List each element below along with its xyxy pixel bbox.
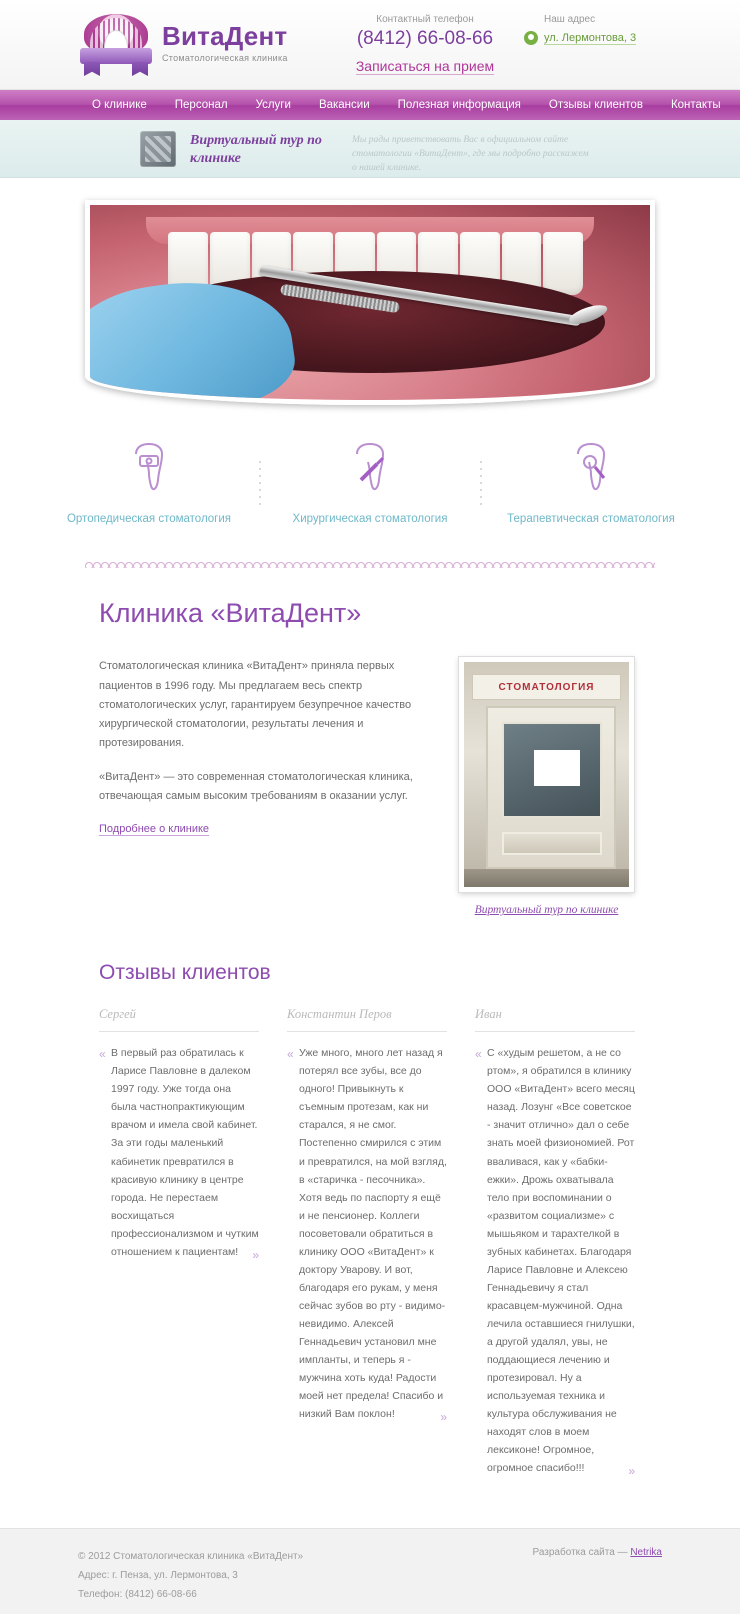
logo-subtitle: Стоматологическая клиника — [162, 53, 288, 63]
service-label[interactable]: Хирургическая стоматология — [292, 513, 448, 525]
review-author: Константин Перов — [287, 1007, 447, 1032]
divider-dots — [259, 461, 261, 507]
footer-phone: Телефон: (8412) 66-08-66 — [78, 1588, 197, 1600]
footer-info — [78, 1547, 303, 1604]
nav-item-useful-info[interactable]: Полезная информация — [397, 99, 521, 111]
virtual-tour-title[interactable]: Виртуальный тур по клинике — [190, 133, 322, 166]
tooth-probe-icon — [504, 439, 679, 497]
virtual-tour-bar[interactable] — [0, 120, 740, 178]
review-author: Сергей — [99, 1007, 259, 1032]
nav-item-about[interactable]: О клинике — [92, 99, 147, 111]
services-row — [0, 439, 740, 528]
nav-item-contacts[interactable]: Контакты — [670, 99, 721, 111]
service-label[interactable]: Терапевтическая стоматология — [507, 513, 675, 525]
clinic-photo-block — [459, 657, 634, 917]
main-content — [0, 200, 740, 1482]
footer-dev-prefix: Разработка сайта — — [532, 1546, 631, 1558]
review-text: С «худым решетом, а не со ртом», я обратился в клинику ООО «ВитаДент» всего месяц назад. Лозунг «Все советское - значит отлично» дал о себе знать моей физиономией. Рот вваливася, как у «бабки-ежки». Дрожь охватывала тело при воспоминании о «развитом социализме» с мышьяком и тарахтелкой в зубных кабинетах. Благодаря Ларисе Павловне и Алексею Геннадьевичу я стал красавцем-мужчиной. Одна лечила оставшиеся гнилушки, а другой удалял, увы, не поддающиеся лечению и протезировал. Ну а используемая техника и культура обслуживания не находят слов в моем лексиконе! Огромное, огромное спасибо!!! — [487, 1047, 635, 1475]
footer-dev-link[interactable]: Netrika — [630, 1546, 662, 1558]
virtual-tour-description: Мы рады приветствовать Вас в официальном сайте стоматологии «ВитаДент», где мы подробно расскажем о нашей клинике. — [352, 135, 589, 173]
logo[interactable] — [80, 8, 288, 78]
logo-tooth-icon — [80, 8, 152, 78]
quote-close-icon: » — [628, 1464, 635, 1479]
address-label: Наш адрес — [544, 14, 596, 25]
logo-title: ВитаДент — [162, 21, 288, 51]
tooth-crown-icon — [62, 439, 237, 497]
clinic-sign-text: СТОМАТОЛОГИЯ — [472, 674, 621, 700]
about-more-link[interactable]: Подробнее о клинике — [99, 823, 210, 835]
review-text-wrap — [99, 1044, 259, 1261]
review-text: Уже много, много лет назад я потерял все зубы, все до одного! Привыкнуть к съемным протезам, как ни старался, я не смог. Постепенно смирился с этим и превратился, на мой взгляд, в «старичка - песочника». Хотя ведь по паспорту я ещё и не пенсионер. Коллеги посоветовали обратиться в клинику ООО «ВитаДент» к доктору Уварову. И вот, благодаря его рукам, у меня сейчас зубов во рту - видимо-невидимо. Алексей Геннадьевич установил мне импланты, и теперь я - мужчина хоть куда! Радости моей нет предела! Спасибо и низкий Вам поклон! — [299, 1047, 447, 1421]
service-surgical[interactable] — [283, 439, 458, 528]
address-block — [524, 14, 636, 45]
contact-block — [330, 14, 520, 75]
contact-label: Контактный телефон — [376, 14, 474, 25]
hero-banner — [85, 200, 655, 405]
nav-item-reviews[interactable]: Отзывы клиентов — [548, 99, 643, 111]
contact-phone: (8412) 66-08-66 — [356, 28, 494, 49]
quote-close-icon: » — [440, 1410, 447, 1425]
review-author: Иван — [475, 1007, 635, 1032]
footer-address: Адрес: г. Пенза, ул. Лермонтова, 3 — [78, 1569, 238, 1581]
about-paragraph-2: «ВитаДент» — это современная стоматологическая клиника, отвечающая самым высоким требованиям в оказании услуг. — [99, 770, 413, 802]
review-item — [287, 1007, 447, 1482]
reviews-section — [85, 961, 655, 1482]
divider-dots — [480, 461, 482, 507]
review-text: В первый раз обратилась к Ларисе Павловне в далеком 1997 году. Уже тогда она была частнопрактикующим врачом и имела свой кабинет. За эти годы маленький кабинетик превратился в красивую клинику в центре города. Не перестаем восхищаться профессионализмом и чутким отношением к пациентам! — [111, 1047, 259, 1258]
cube-3d-icon — [140, 131, 176, 167]
service-orthopedic[interactable] — [62, 439, 237, 528]
footer-copyright: © 2012 Стоматологическая клиника «ВитаДент» — [78, 1550, 304, 1562]
service-therapeutic[interactable] — [504, 439, 679, 528]
hero-image — [85, 200, 655, 405]
nav-item-vacancies[interactable]: Вакансии — [318, 99, 370, 111]
wave-divider — [85, 558, 655, 568]
appointment-link[interactable]: Записаться на прием — [355, 58, 495, 74]
review-text-wrap — [475, 1044, 635, 1477]
about-section — [85, 598, 655, 917]
quote-open-icon: « — [99, 1047, 106, 1062]
nav-item-services[interactable]: Услуги — [255, 99, 291, 111]
nav-item-staff[interactable]: Персонал — [174, 99, 228, 111]
quote-close-icon: » — [252, 1247, 259, 1262]
map-pin-icon — [524, 31, 538, 45]
address-link[interactable]: ул. Лермонтова, 3 — [544, 31, 637, 44]
about-paragraph-1: Стоматологическая клиника «ВитаДент» приняла первых пациентов в 1996 году. Мы предлагаем весь спектр стоматологических услуг, гарантируем безупречное качество хирургической стоматологии, результаты лечения и протезирования. — [99, 660, 412, 750]
review-item — [475, 1007, 635, 1482]
site-footer — [0, 1528, 740, 1614]
review-text-wrap — [287, 1044, 447, 1423]
review-item — [99, 1007, 259, 1482]
site-header — [0, 0, 740, 90]
about-text — [99, 657, 419, 917]
main-nav — [0, 90, 740, 120]
service-label[interactable]: Ортопедическая стоматология — [66, 513, 232, 525]
page-title: Клиника «ВитаДент» — [99, 598, 362, 629]
reviews-title: Отзывы клиентов — [99, 961, 271, 985]
quote-open-icon: « — [475, 1047, 482, 1062]
clinic-photo[interactable] — [459, 657, 634, 892]
tooth-scalpel-icon — [283, 439, 458, 497]
quote-open-icon: « — [287, 1047, 294, 1062]
photo-tour-link[interactable]: Виртуальный тур по клинике — [474, 904, 619, 917]
footer-developer — [533, 1547, 663, 1558]
